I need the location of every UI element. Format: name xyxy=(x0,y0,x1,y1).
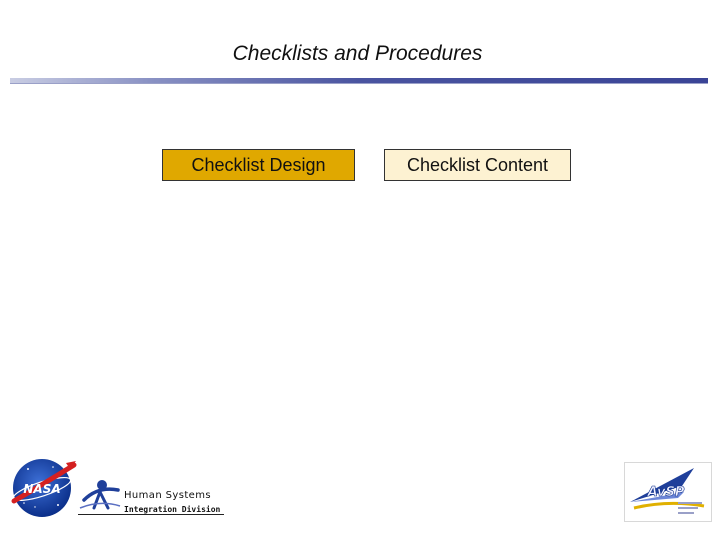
avsp-logo xyxy=(624,462,712,522)
hsid-figure-icon xyxy=(78,478,122,514)
checklist-design-label: Checklist Design xyxy=(191,154,326,175)
checklist-content-label: Checklist Content xyxy=(406,154,549,175)
checklist-content-button[interactable] xyxy=(384,149,571,181)
checklist-design-button[interactable] xyxy=(162,149,355,181)
hsid-logo-line1: Human Systems xyxy=(124,490,211,501)
hsid-logo-underline xyxy=(78,514,224,515)
nasa-logo xyxy=(8,455,78,521)
avsp-logo-text: AvSP xyxy=(647,485,685,500)
hsid-logo xyxy=(78,478,228,520)
slide-title: Checklists and Procedures xyxy=(232,42,483,65)
title-divider-line xyxy=(10,83,708,84)
nasa-logo-text: NASA xyxy=(23,482,61,496)
hsid-logo-line2: Integration Division xyxy=(124,505,221,514)
